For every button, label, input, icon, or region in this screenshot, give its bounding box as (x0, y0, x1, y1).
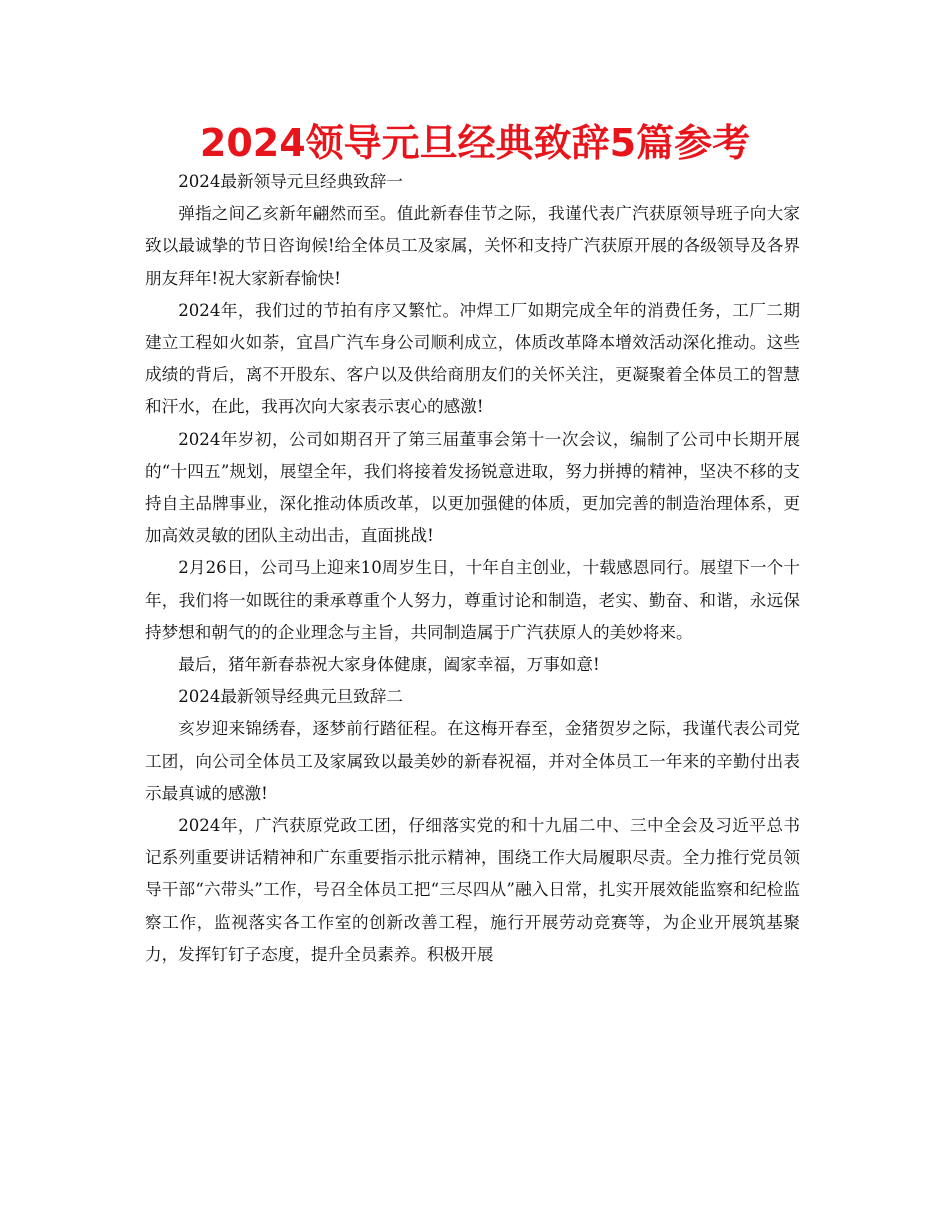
paragraph: 2024年，我们过的节拍有序又繁忙。冲焊工厂如期完成全年的消费任务，工厂二期建立工程如火如荼，宜昌广汽车身公司顺利成立，体质改革降本增效活动深化推动。这些成绩的背后，离不开股东、客户以及供给商朋友们的关怀关注，更凝聚着全体员工的智慧和汗水，在此，我再次向大家表示衷心的感激! (145, 300, 800, 417)
document-body (145, 166, 800, 971)
paragraph: 最后，猪年新春恭祝大家身体健康，阖家幸福，万事如意! (178, 655, 600, 675)
paragraph: 弹指之间乙亥新年翩然而至。值此新春佳节之际，我谨代表广汽获原领导班子向大家致以最诚挚的节日咨询候!给全体员工及家属，关怀和支持广汽获原开展的各级领导及各界朋友拜年!祝大家新春愉快! (145, 204, 800, 288)
paragraph: 2月26日，公司马上迎来10周岁生日，十年自主创业，十载感恩同行。展望下一个十年，我们将一如既往的秉承尊重个人努力，尊重讨论和制造，老实、勤奋、和谐，永远保持梦想和朝气的的企业理念与主旨，共同制造属于广汽获原人的美妙将来。 (145, 558, 800, 642)
section-heading: 2024最新领导元旦经典致辞一 (178, 172, 403, 191)
document-title: 2024领导元旦经典致辞5篇参考 (199, 121, 751, 165)
paragraph: 2024年，广汽获原党政工团，仔细落实党的和十九届二中、三中全会及习近平总书记系列重要讲话精神和广东重要指示批示精神，围绕工作大局履职尽责。全力推行党员领导干部“六带头”工作，号召全体员工把“三尽四从”融入日常，扎实开展效能监察和纪检监察工作，监视落实各工作室的创新改善工程，施行开展劳动竞赛等，为企业开展筑基聚力，发挥钉钉子态度，提升全员素养。积极开展 (145, 816, 800, 964)
paragraph: 2024年岁初，公司如期召开了第三届董事会第十一次会议，编制了公司中长期开展的“十四五”规划，展望全年，我们将接着发扬锐意进取，努力拼搏的精神，坚决不移的支持自主品牌事业，深化推动体质改革，以更加强健的体质，更加完善的制造治理体系，更加高效灵敏的团队主动出击，直面挑战! (145, 429, 800, 546)
section-heading: 2024最新领导经典元旦致辞二 (178, 687, 403, 707)
paragraph: 亥岁迎来锦绣春，逐梦前行踏征程。在这梅开春至，金猪贺岁之际，我谨代表公司党工团，向公司全体员工及家属致以最美妙的新春祝福，并对全体员工一年来的辛勤付出表示最真诚的感激! (145, 719, 800, 803)
